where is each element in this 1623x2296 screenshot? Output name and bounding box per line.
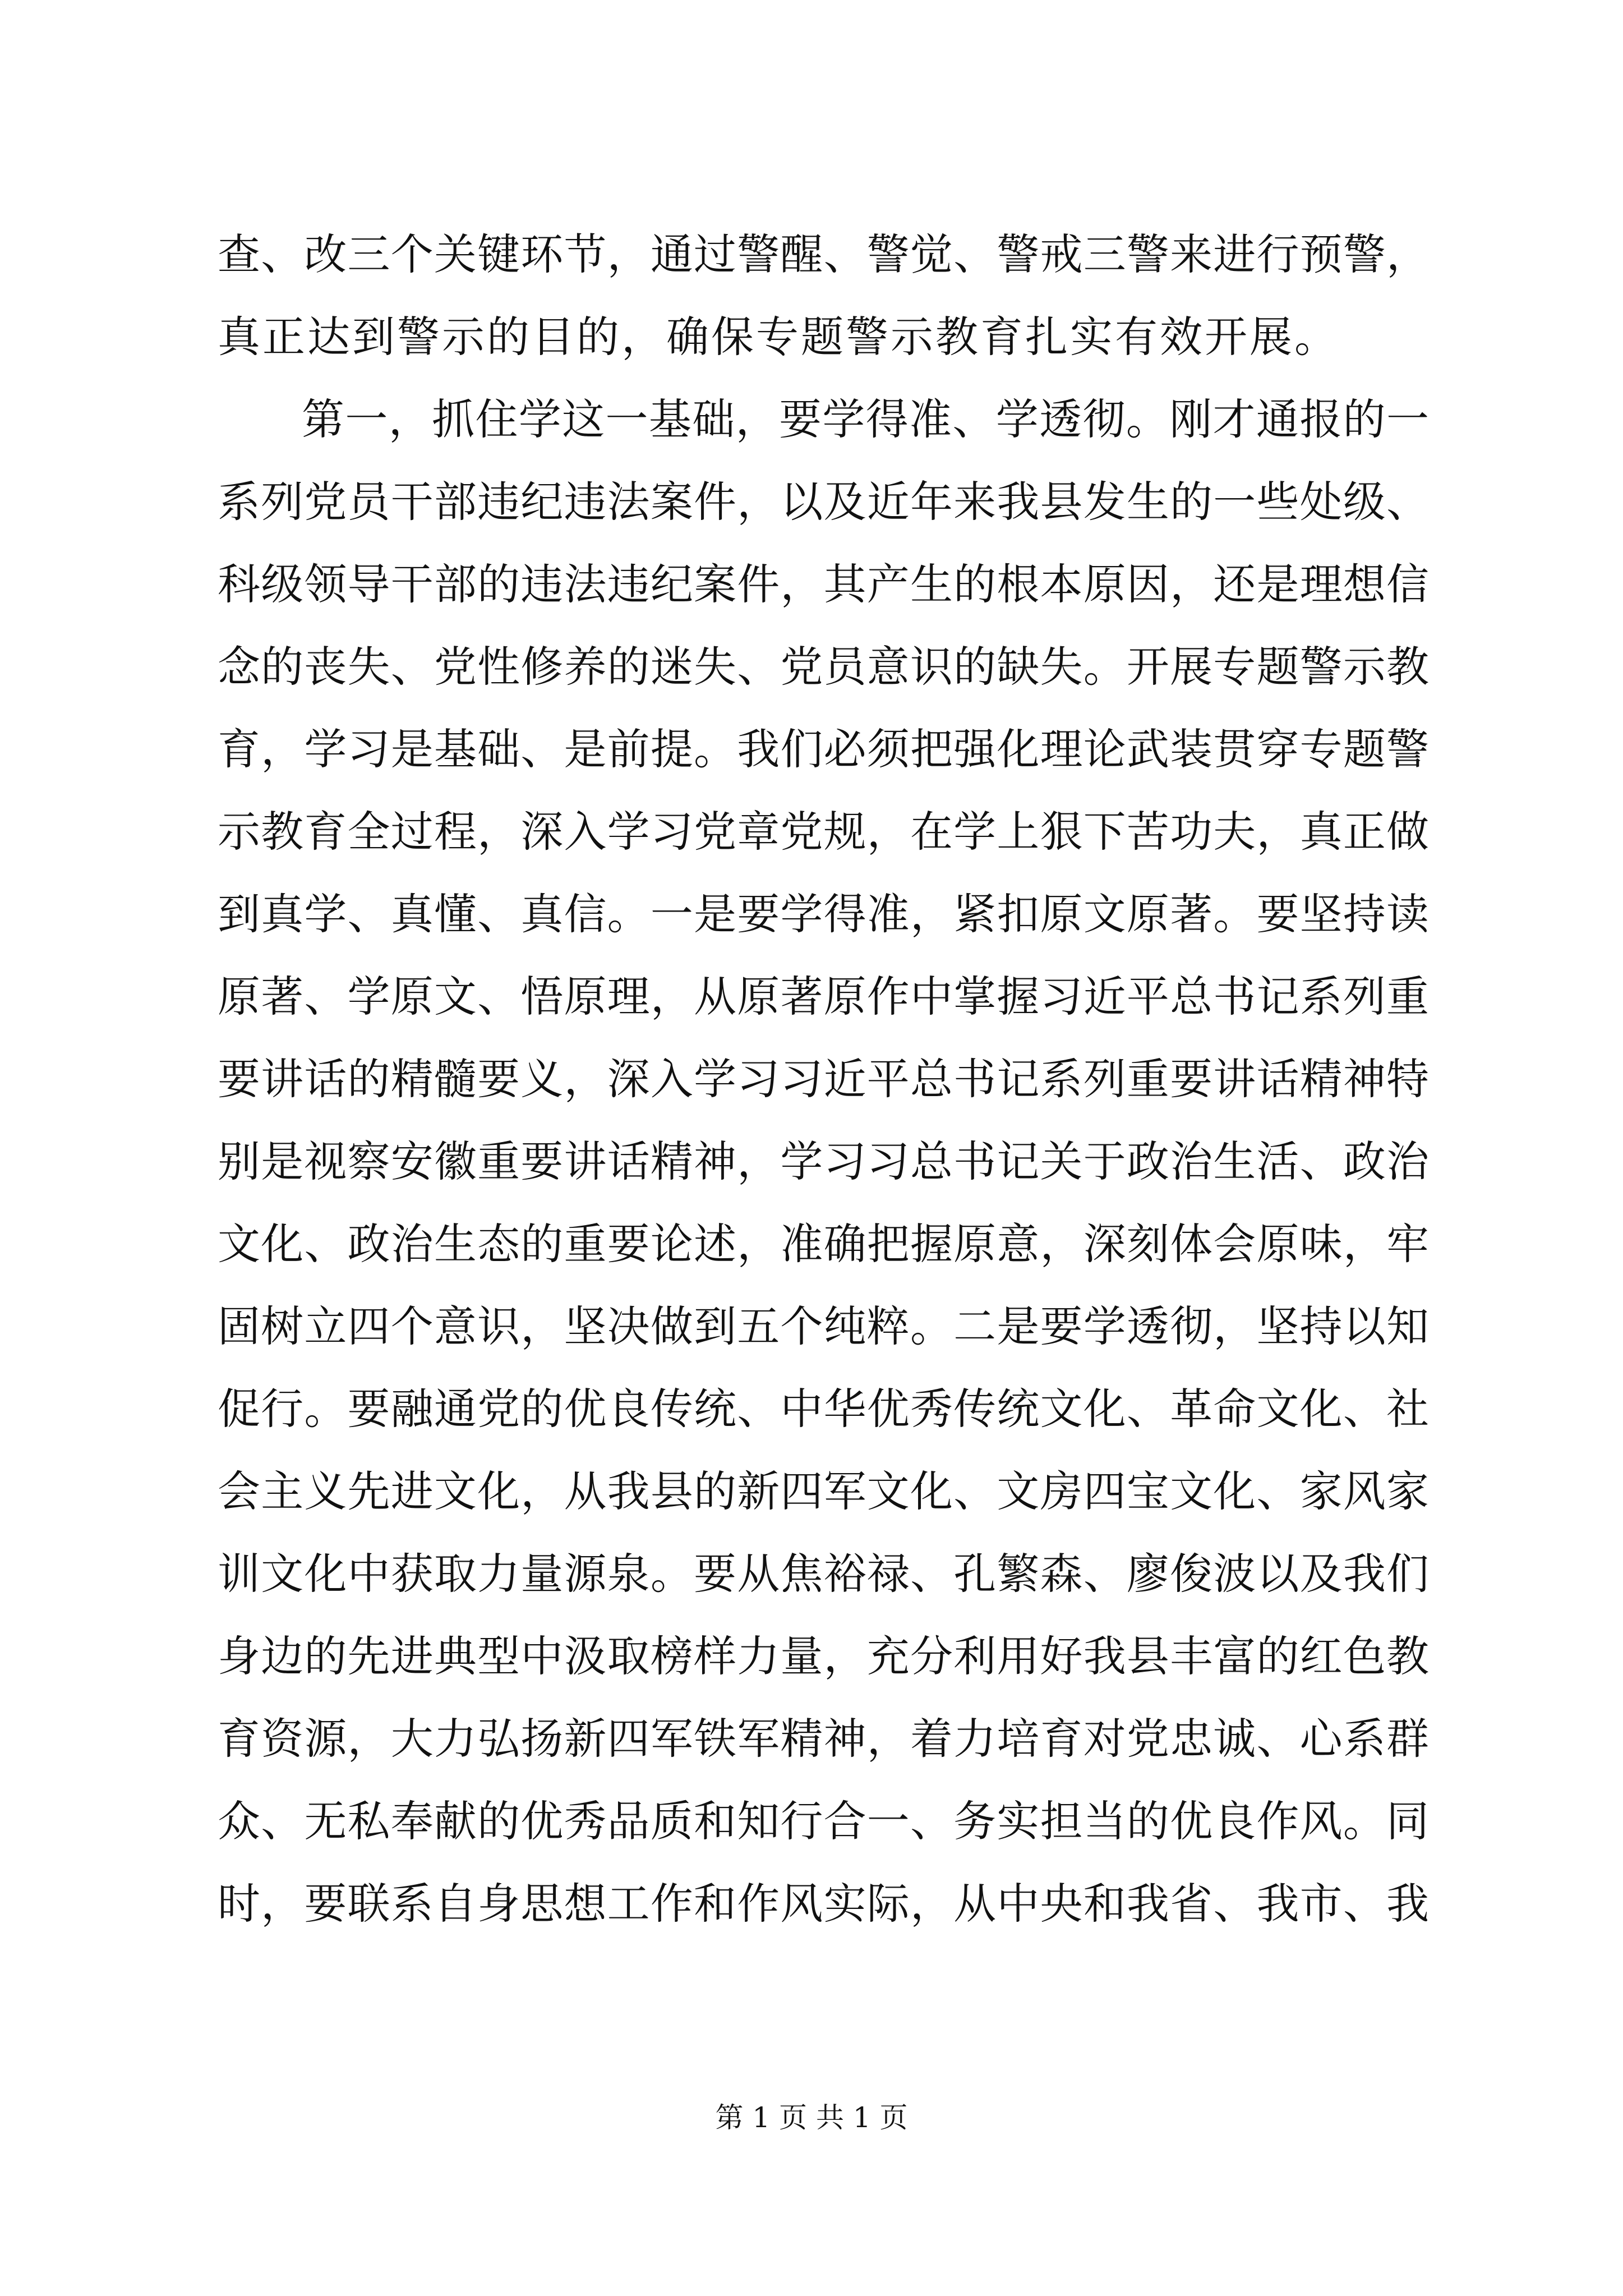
text-line-11: 要讲话的精髓要义，深入学习习近平总书记系列重要讲话精神特 [218, 1054, 1429, 1104]
text-line-17: 训文化中获取力量源泉。要从焦裕禄、孔繁森、廖俊波以及我们 [218, 1549, 1429, 1599]
text-line-21: 时，要联系自身思想工作和作风实际，从中央和我省、我市、我 [218, 1879, 1429, 1929]
text-line-14: 固树立四个意识，坚决做到五个纯粹。二是要学透彻，坚持以知 [218, 1301, 1429, 1351]
text-line-7: 育，学习是基础、是前提。我们必须把强化理论武装贯穿专题警 [218, 724, 1429, 774]
text-line-19: 育资源，大力弘扬新四军铁军精神，着力培育对党忠诚、心系群 [218, 1714, 1429, 1764]
text-line-8: 示教育全过程，深入学习党章党规，在学上狠下苦功夫，真正做 [218, 807, 1429, 857]
page-footer: 第 1 页 共 1 页 [715, 2101, 908, 2134]
text-line-10: 原著、学原文、悟原理，从原著原作中掌握习近平总书记系列重 [218, 972, 1429, 1022]
text-line-12: 别是视察安徽重要讲话精神，学习习总书记关于政治生活、政治 [218, 1137, 1429, 1186]
text-line-15: 促行。要融通党的优良传统、中华优秀传统文化、革命文化、社 [218, 1384, 1429, 1434]
text-line-20: 众、无私奉献的优秀品质和知行合一、务实担当的优良作风。同 [218, 1796, 1429, 1846]
body-text [218, 213, 1429, 1945]
text-line-9: 到真学、真懂、真信。一是要学得准，紧扣原文原著。要坚持读 [218, 889, 1429, 939]
text-line-16: 会主义先进文化，从我县的新四军文化、文房四宝文化、家风家 [218, 1466, 1429, 1516]
text-line-2: 真正达到警示的目的，确保专题警示教育扎实有效开展。 [218, 312, 1339, 362]
text-line-6: 念的丧失、党性修养的迷失、党员意识的缺失。开展专题警示教 [218, 642, 1429, 692]
text-line-13: 文化、政治生态的重要论述，准确把握原意，深刻体会原味，牢 [218, 1219, 1429, 1269]
text-line-4: 系列党员干部违纪违法案件，以及近年来我县发生的一些处级、 [218, 477, 1429, 527]
text-line-5: 科级领导干部的违法违纪案件，其产生的根本原因，还是理想信 [218, 559, 1429, 609]
text-line-18: 身边的先进典型中汲取榜样力量，充分利用好我县丰富的红色教 [218, 1631, 1429, 1681]
text-line-1: 查、改三个关键环节，通过警醒、警觉、警戒三警来进行预警， [218, 229, 1429, 279]
text-line-3: 第一，抓住学这一基础，要学得准、学透彻。刚才通报的一 [302, 394, 1429, 444]
